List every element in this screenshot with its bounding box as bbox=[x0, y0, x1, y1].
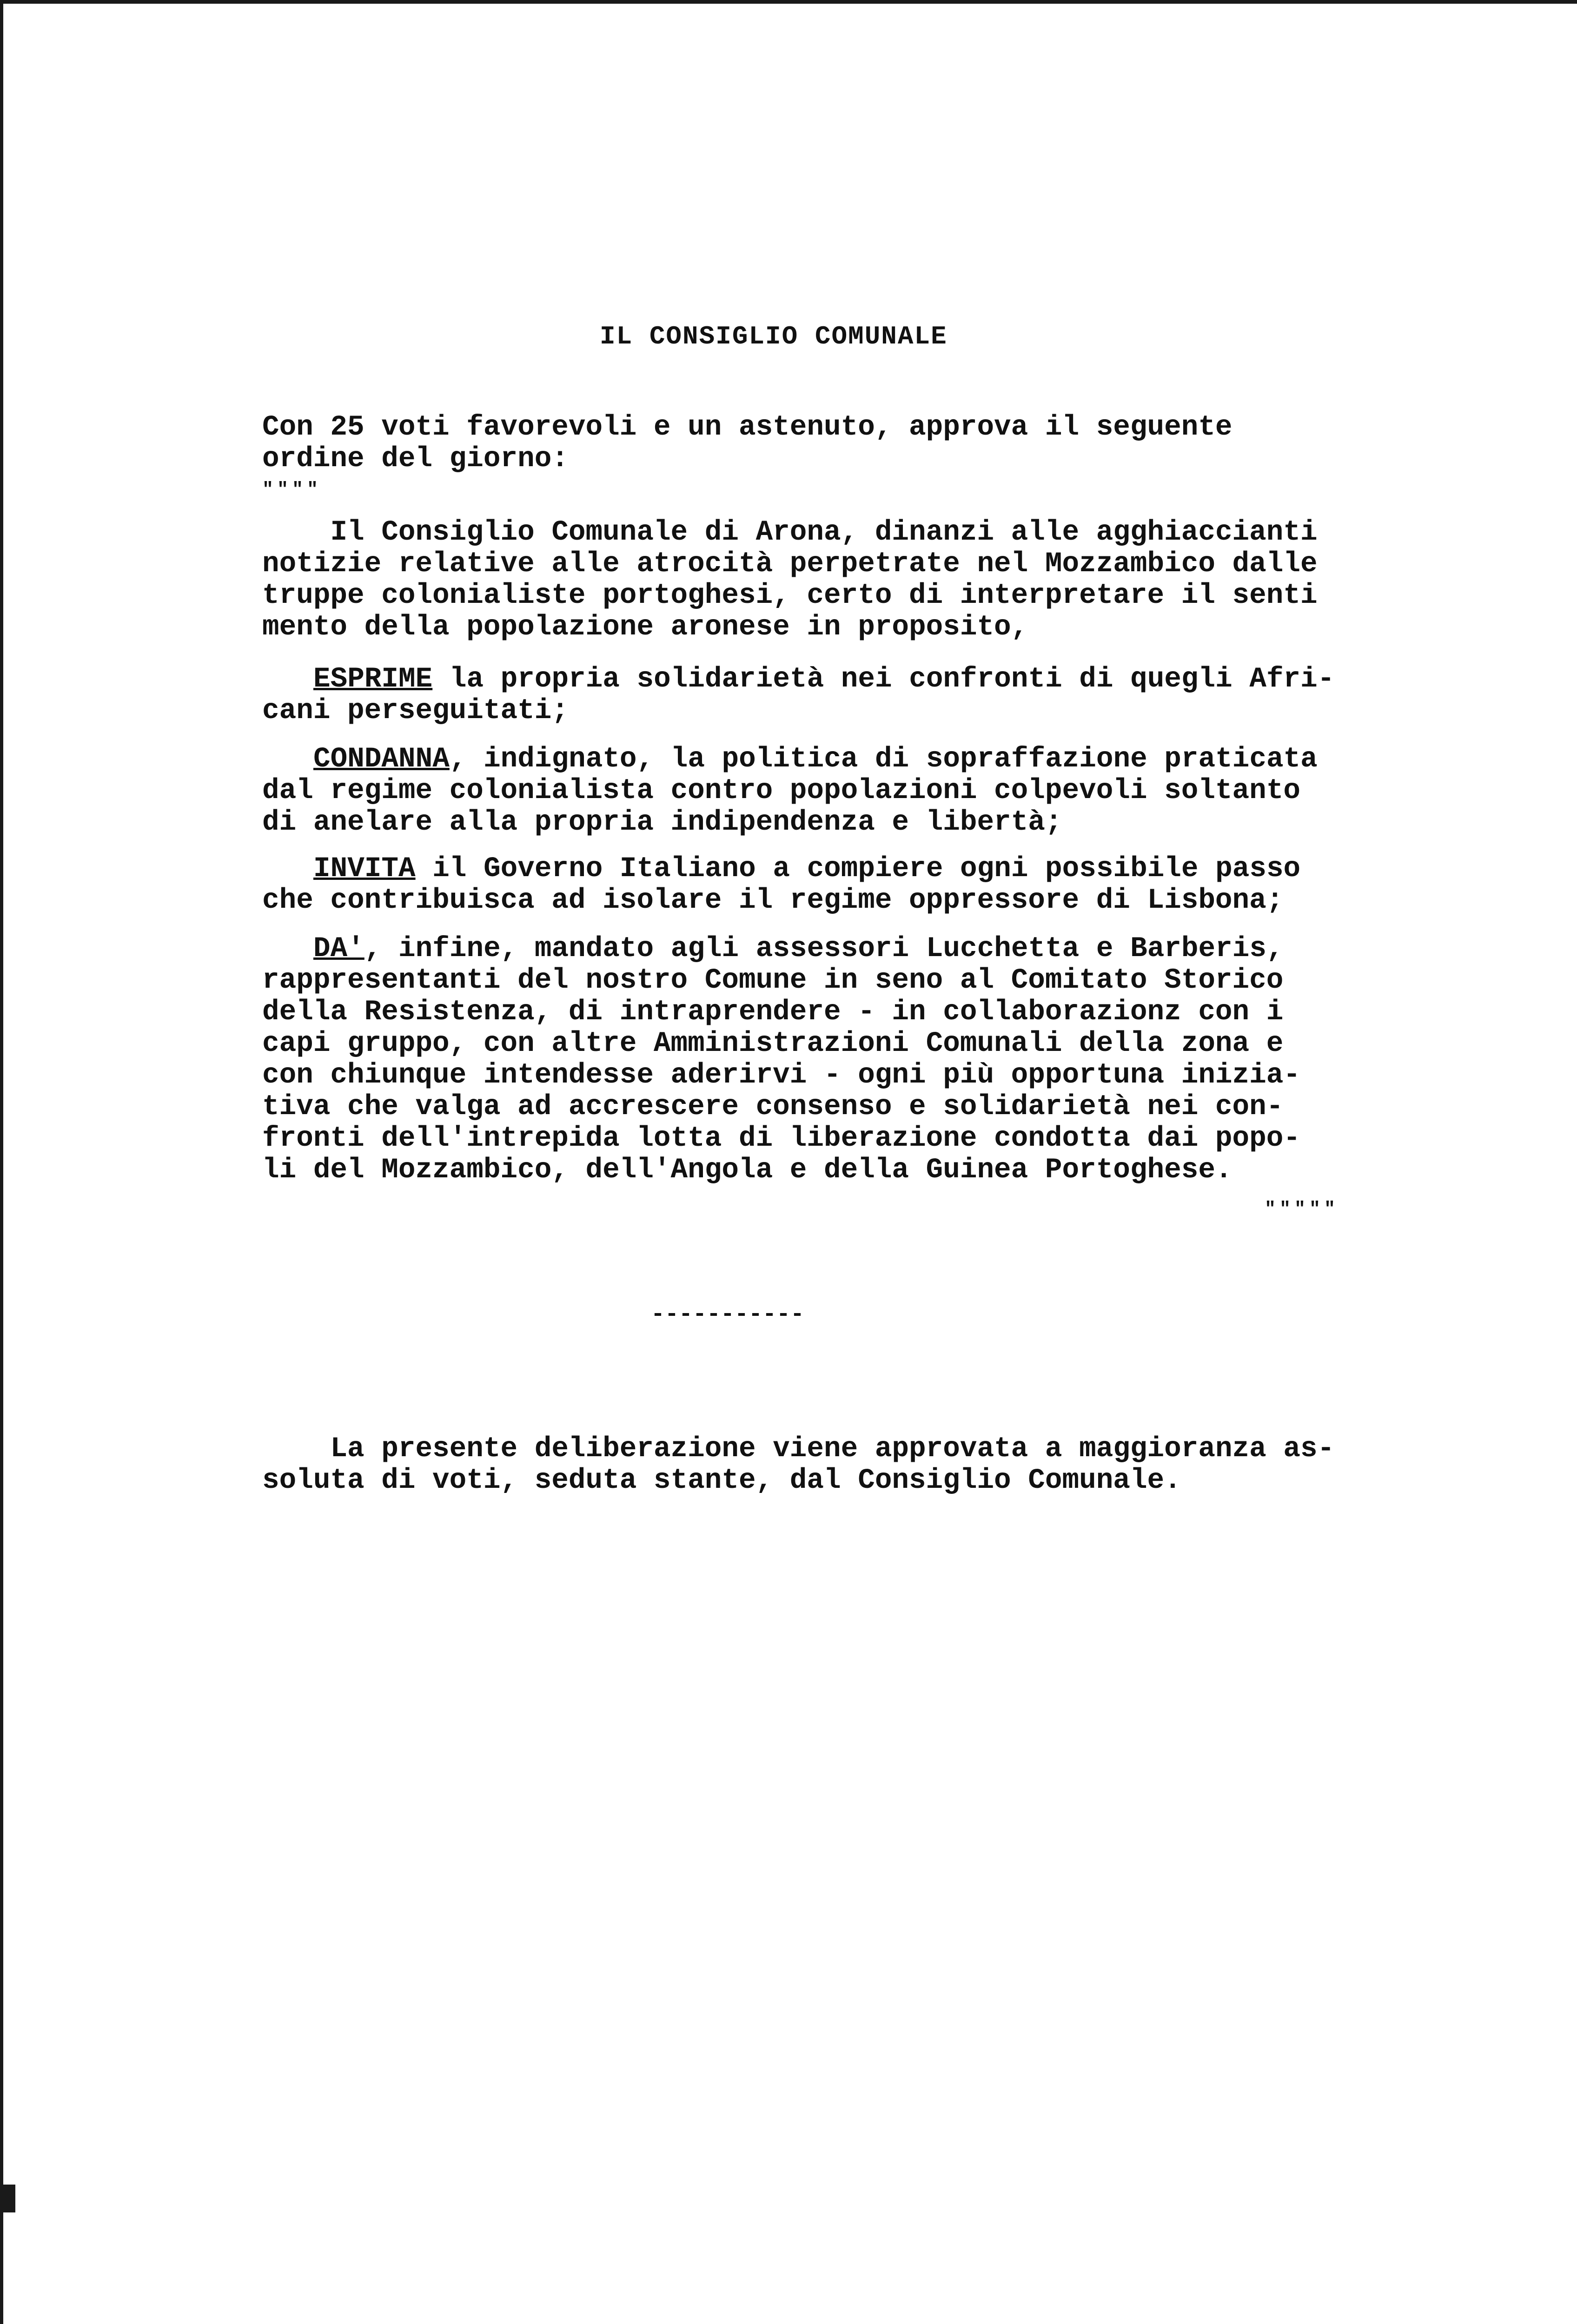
page-edge-mark bbox=[3, 2185, 15, 2212]
clause-invita bbox=[262, 853, 1434, 917]
clause-text: il Governo Italiano a compiere ogni possibile passo che contribuisca ad isolare il regime oppressore di Lisbona; bbox=[262, 853, 1301, 917]
clause-keyword: ESPRIME bbox=[313, 663, 433, 695]
quote-open-marks: """" bbox=[262, 480, 322, 501]
intro-paragraph: Con 25 voti favorevoli e un astenuto, approva il seguente ordine del giorno: bbox=[262, 411, 1232, 475]
preamble-paragraph: Il Consiglio Comunale di Arona, dinanzi alle agghiaccianti notizie relative alle atrocità perpetrate nel Mozzambico dalle truppe colonialiste portoghesi, certo di interpretare il senti mento della popolazione aronese in proposito, bbox=[262, 516, 1318, 643]
clause-keyword: CONDANNA bbox=[313, 743, 450, 775]
section-separator: ----------- bbox=[651, 1301, 805, 1328]
page-left-edge bbox=[0, 0, 3, 2324]
clause-keyword: INVITA bbox=[313, 853, 416, 885]
clause-keyword: DA' bbox=[313, 933, 364, 965]
clause-text: , infine, mandato agli assessori Lucchetta e Barberis, rappresentanti del nostro Comune in seno al Comitato Storico della Resistenza, di intraprendere - in collaborazionz con i capi gruppo, con altre Amministrazioni Comunali della zona e con chiunque intendesse aderirvi - ogni più opportuna inizia- tiva che valga ad accrescere consenso e solidarietà nei con- fronti dell'intrepida lotta di liberazione condotta dai popo- li del Mozzambico, dell'Angola e della Guinea Portoghese. bbox=[262, 933, 1300, 1186]
conclusion-paragraph: La presente deliberazione viene approvata a maggioranza as- soluta di voti, seduta stante, dal Consiglio Comunale. bbox=[262, 1433, 1335, 1497]
document-title: IL CONSIGLIO COMUNALE bbox=[600, 322, 948, 351]
clause-da bbox=[262, 933, 1434, 1186]
quote-close-marks: """"" bbox=[1265, 1199, 1339, 1220]
clause-text: , indignato, la politica di sopraffazione praticata dal regime colonialista contro popolazioni colpevoli soltanto di anelare alla propria indipendenza e libertà; bbox=[262, 743, 1318, 838]
page-top-edge bbox=[0, 0, 1577, 4]
clause-esprime bbox=[262, 664, 1434, 727]
clause-condanna bbox=[262, 744, 1434, 838]
clause-text: la propria solidarietà nei confronti di quegli Afri- cani perseguitati; bbox=[262, 663, 1335, 727]
